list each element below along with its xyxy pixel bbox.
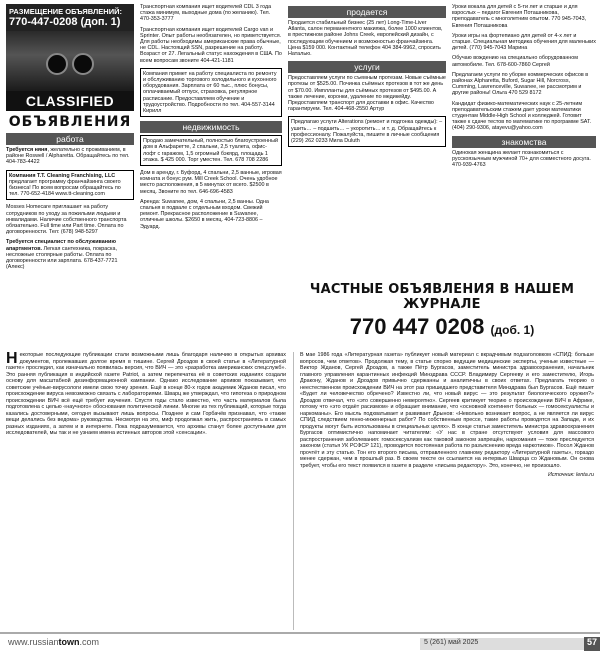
banner-phone[interactable] (288, 314, 596, 340)
entry-text: , желательно с проживанием, в районе Roswell / Alpharetta. Обращайтесь по тел. 404-783-4422 (6, 147, 130, 166)
banner-phone-ext: (доб. 1) (490, 323, 535, 337)
section-realty: недвижимость (140, 121, 282, 133)
entry-lead: Требуется няня (6, 147, 48, 153)
column-2 (140, 4, 282, 234)
binocular-lens-right (72, 53, 94, 75)
url-suffix: .com (79, 637, 100, 647)
column-4 (452, 4, 596, 172)
list-item: Mosses Homecare приглашает на работу сотрудников по уходу за пожилыми людьми и инвалидами. Наличие собственного транспорта обязательно. Full time или Part time. Оплата по договоренности. Тел: (678) 948-5297 (6, 204, 127, 236)
section-sell: продается (288, 6, 446, 18)
article-left (6, 352, 286, 437)
list-item: Кандидат физико-математических наук с 25-летним преподавательским стажем дает уроки математики студентам Middle-High School и колледжей. Готовит также к сдаче тестов по математике по программе SAT. (404) 290-9306, atayevu@yahoo.com (452, 100, 592, 132)
list-item (6, 239, 134, 270)
url-bold: town (58, 637, 80, 647)
entry-lead: Компания T.T. Cleaning Franchising, LLC (9, 172, 116, 179)
list-item: Дом в аренду, г. Буфорд, 4 спальни, 2,5 ванные, игровая комната и бонус рум. Mill Creek School. Очень удобное место расположения, в 5 минутах от всего. $2500 в месяц. Звоните по тел. 646-696-4583 (140, 170, 282, 195)
site-url[interactable] (8, 637, 99, 647)
dropcap: Н (6, 350, 18, 367)
announcements-header: ОБЪЯВЛЕНИЯ (8, 114, 132, 130)
list-item: Предлагаем услуги по уборке коммерческих офисов в районах Alpharetta, Buford, Sugar Hill, Norcross, Cumming, Lawrenceville, Suwanee, не рассмотрим и другие районы! Ольга 470 529 8172 (452, 71, 589, 97)
url-prefix: www.russian (8, 637, 59, 647)
section-meet: знакомства (452, 136, 596, 148)
private-ads-banner (288, 282, 596, 338)
banner-title: ЧАСТНЫЕ ОБЪЯВЛЕНИЯ В НАШЕМ ЖУРНАЛЕ (309, 282, 575, 312)
entry-lead: Требуется специалист по обслуживанию апартментов. (6, 239, 116, 252)
list-item: Транспортная компания ищет водителей Cargo van и Sprinter. Опыт работы необязателен, но приветствуется. Для работы необходимы американские права обычные, не CDL. Настоящий SSN, разрешение на работу. Возраст от 27. Легальный статус нахождения в США. По всем вопросам звоните 404-421-1181 (140, 26, 282, 64)
ad-placement-phone[interactable]: 770-447-0208 (доп. 1) (9, 16, 121, 28)
section-work: работа (6, 133, 134, 145)
list-item: Уроки игры на фортепиано для детей от 4-х лет и старше. Специальная методика обучения для маленьких детей. (770) 945-7043 Марина (452, 32, 596, 52)
list-item: Продаю замечательный, полностью благоустроенный дом в Альфаретте, 2 спальни, 2,5 туалета, офис-лофт с гаражом, 1,5 огромный бэкярд, площадь 1 этажа. $ 425 000. Торг уместен. Тел. 678 708 2286 (140, 135, 282, 166)
ad-placement-title: РАЗМЕЩЕНИЕ ОБЪЯВЛЕНИЙ: (9, 7, 123, 16)
entry-text: Легкая сантехника, покраска, несложные столярные работы. Оплата по договоренности или зарплата. 678-437-7721 (Алекс) (6, 245, 118, 271)
list-item (6, 170, 134, 201)
list-item: Аренда: Suwanee, дом, 4 спальни, 2,5 ванны. Одна спальня в подвале с отдельным входом. Свежий ремонт. Прекрасное расположение в Suwanee, отличные школы. $2650 в месяц. 404-723-8806 – Эдуард. (140, 198, 269, 230)
list-item: Компания примет на работу специалиста по ремонту и обслуживанию торгового холодильного и кухонного оборудования. Зарплата от 60 тыс., плюс бонусы, оплачиваемый отпуск, страховка, регулярное расписание. Предоставляем обучение и трудоустройство. Подробности по тел. 404-557-3144 Кирилл (140, 68, 282, 117)
list-item: Транспортная компания ищет водителей CDL 3 года стажа минимум, выходные дома (по желанию). Тел. 470-353-3777 (140, 4, 272, 23)
column-divider (293, 352, 294, 630)
footer-rule (0, 632, 600, 634)
column-1 (6, 4, 134, 274)
banner-phone-number: 770 447 0208 (349, 314, 485, 339)
list-item (6, 147, 134, 166)
entry-text: предлагает программу франчайзинга своего бизнеса! По всем вопросам обращайтесь по тел. 770-652-4184 www.tt-cleaning.com (9, 178, 121, 198)
list-item: Одинокая женщина желает познакомиться с русскоязычным мужчиной 70+ для совместного досуга. 470-939-4763 (452, 149, 591, 169)
ad-placement-box (6, 4, 134, 31)
list-item: Уроки вокала для детей с 5-ти лет и старше и для взрослых – педагог Евгения Поташникова, преподаватель с многолетним опытом. 770 945-7043, Евгения Поташникова (452, 4, 587, 29)
binoculars-photo (6, 31, 134, 91)
article-right (300, 352, 594, 479)
list-item: Предлагаю услуги Alterations (ремонт и подгонка одежды): – ушить… – подшить… – укоротить… и т. д. Обращайтесь к профессионалу. Пожалуйста, пишите в личные сообщения (229) 262 0233 Мила Duluth (288, 116, 446, 147)
article-source: Источник: lenta.ru (547, 472, 594, 478)
list-item: Обучаю вождению на специально оборудованном автомобиле. Тел. 678-600-7860 Сергей (452, 55, 578, 68)
list-item: Предоставляем услуги по съемным протезам. Новые съёмные протезы от $525.00. Починка съёмных протезов в тот же день от $70.00. Имплланты для съёмных протезов от $495.00. А также лечение, коронки, удаление по медикейду. Предоставляем транспорт для доставки в офис. Качество гарантируем. Тел. 404-468-2550 Артур (288, 75, 446, 113)
page-footer (0, 637, 600, 651)
section-services: услуги (288, 61, 446, 73)
classified-header: CLASSIFIED (6, 91, 134, 111)
binocular-lens-left (46, 53, 68, 75)
page-number: 57 (584, 637, 600, 651)
article-right-text: В мае 1986 года «Литературная газета» публикует новый материал с вкрадчивым подзаголовком «СПИД: больше вопросов, чем ответов». Продолжая тему, в статье спорно ведущие медицинские эксперты, ученые известные — Виктор Жданов, Сергей Дроздов, а также Пётр Бургасов, заместитель министра здравоохранения, начальник главного управления карантинных инфекций Минздрава СССР. Владимиру Сергееву и его заместителю, Игорь Дракону, Жданов и Дроздов привычно сдержанны и аналитичны в своих ответах. Предлагать теорию о неестественном происхождении ВИЧ на этот раз пришедшего представителя Минздрава был Бургасов. Ещё пишет «Будет ли человечество обречено? Известно ли, что новый вирус — это результат биологического оружия?» Дроздов отвечал, что «это совершенно невероятно». Сергеев критикует теорию о происхождении ВИЧ в Африке, потому что «это отдаёт расизмом» и обращает внимание, что «основной континент больных — гомосексуалисты и наркоманы». Его мысль подхватывает и развивает Дрынов: «Невольно возникает вопрос, а не является ли вирус СПИД следствием генно-инженерных работ? По собственным прессе, такие работы проводятся на Западе, и их продукты могут быть использованы в специальных целях». В конце статьи заместитель министра здравоохранения Бургасов оптимистично напоминает читателям: «У нас в стране отсутствуют условия для массового распространения заболевания: гомосексуализм как таковой законом запрещён, наркомания — тоже преследуется законом (статья УК РСФСР 121), проводится постоянная работа по разъяснению вреда наркотиков». Посол Жданов прочтёт и эту статью. Тон его второго письма, отправленного главному редактору «Литературной газеты», гораздо менее сдержан, чем в прошлый раз. В своем тексте он ссылается на интервью Шварца со Ждановым. Он снова требует, чтобы его текст появился в газете в разделе «письма редактору». Это, конечно, не произошло. (300, 352, 594, 469)
list-item: Продается стабильный бизнес (25 лет) Long-Time-Liver Atlanta, салон перманентного макияжа, более 1000 клиентов, в престижном районе Johns Creek, европейский дизайн, с последующим обучением и возможностью франчайзинга. Цена $159 000. Контактный телефон 404 384-9962, спросить Наталью. (288, 20, 443, 58)
issue-info: 5 (261) май 2025 (420, 638, 588, 650)
column-3 (288, 4, 446, 151)
article-left-text: екоторые последующие публикации стали возможными лишь благодаря наличию в открытых архивах документов, пролежавших долгое время в тишине. Сергей Дроздов в своей статье в «Литературной газете» проследил, как изначально появилась версия, что ВИЧ — это «разработка американских спецслужб». Это ранняя публикация в индийской газете Patriot, а затем перепечатка её в советских изданиях создали основу для масштабной дезинформационной кампании. Однако исследование архивов показывает, что советские учёные-вирусологи имели свою точку зрения. Ещё в конце 80-х годов академик Жданов писал, что происхождение вируса невозможно связать с лабораториями. Шварц же утверждал, что гипотеза о природном происхождении ВИЧ всё ещё требует изучения. Спустя годы стало известно, что часть материалов была подготовлена с целью «научного» обоснования политической линии. Многие из тех публикаций, которые тогда казались достоверными, сегодня вызывают лишь вопросы. Позднее и сам Горбачёв признавал, что «такие вещи делались без ведома» руководства. Несмотря на это, миф продолжал жить, распространяясь в самых разных изданиях, а затем и в интернете. Пока подразумевается, что архивы станут более доступными для исследователей, мы так и не узнаем имена истинных авторов этой «сенсации». (6, 352, 286, 436)
